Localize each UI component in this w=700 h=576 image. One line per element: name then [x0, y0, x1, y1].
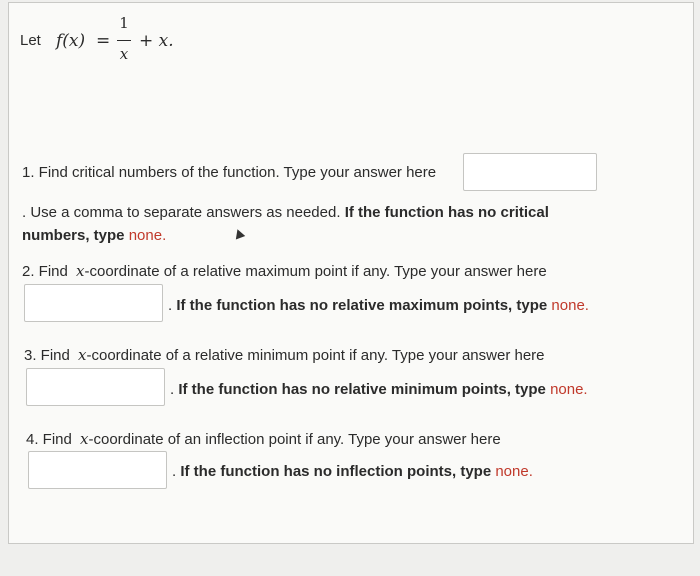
- q3-prompt: [24, 346, 545, 364]
- function-lhs: f(x): [56, 31, 86, 51]
- q2-prompt: [22, 262, 547, 280]
- q3-note-bold: If the function has no relative minimum points, type: [178, 381, 546, 398]
- q1-note-text: . Use a comma to separate answers as needed.: [22, 204, 341, 221]
- function-tail: + x.: [139, 31, 174, 51]
- fraction-bar: [117, 40, 131, 41]
- q2-rest: -coordinate of a relative maximum point if any. Type your answer here: [84, 263, 547, 280]
- let-label: Let: [20, 32, 41, 49]
- q2-prefix: 2. Find: [22, 263, 68, 280]
- q2-x-symbol: x: [76, 262, 85, 280]
- q4-rest: -coordinate of an inflection point if any. Type your answer here: [88, 431, 501, 448]
- q3-x-symbol: x: [78, 346, 87, 364]
- q2-note: [168, 297, 589, 314]
- q4-x-symbol: x: [80, 430, 89, 448]
- q1-note-bold: If the function has no critical: [344, 204, 549, 221]
- q1-note-bold-2: numbers, type: [22, 227, 125, 244]
- q1-note-line2: [22, 227, 166, 244]
- equals-sign: =: [96, 31, 111, 51]
- fraction-denominator: x: [119, 45, 129, 63]
- q4-none-word: none.: [495, 463, 533, 480]
- q3-answer-input[interactable]: [26, 368, 165, 406]
- q1-note-line1: [22, 204, 549, 221]
- fraction-numerator: 1: [119, 14, 129, 32]
- q4-note-bold: If the function has no inflection points, type: [180, 463, 492, 480]
- q4-prompt: [26, 430, 501, 448]
- q4-prefix: 4. Find: [26, 431, 72, 448]
- q1-prompt: 1. Find critical numbers of the function. Type your answer here: [22, 164, 437, 181]
- q4-answer-input[interactable]: [28, 451, 167, 489]
- q3-none-word: none.: [550, 381, 588, 398]
- q3-prefix: 3. Find: [24, 347, 70, 364]
- q4-note: [172, 463, 533, 480]
- q2-answer-input[interactable]: [24, 284, 163, 322]
- q1-none-word: none.: [128, 227, 167, 244]
- q2-note-bold: If the function has no relative maximum points, type: [176, 297, 548, 314]
- q3-note: [170, 381, 588, 398]
- q2-none-word: none.: [551, 297, 589, 314]
- q4-dot: .: [172, 463, 177, 480]
- q2-dot: .: [168, 297, 173, 314]
- q3-rest: -coordinate of a relative minimum point if any. Type your answer here: [86, 347, 545, 364]
- q3-dot: .: [170, 381, 175, 398]
- q1-answer-input[interactable]: [463, 153, 597, 191]
